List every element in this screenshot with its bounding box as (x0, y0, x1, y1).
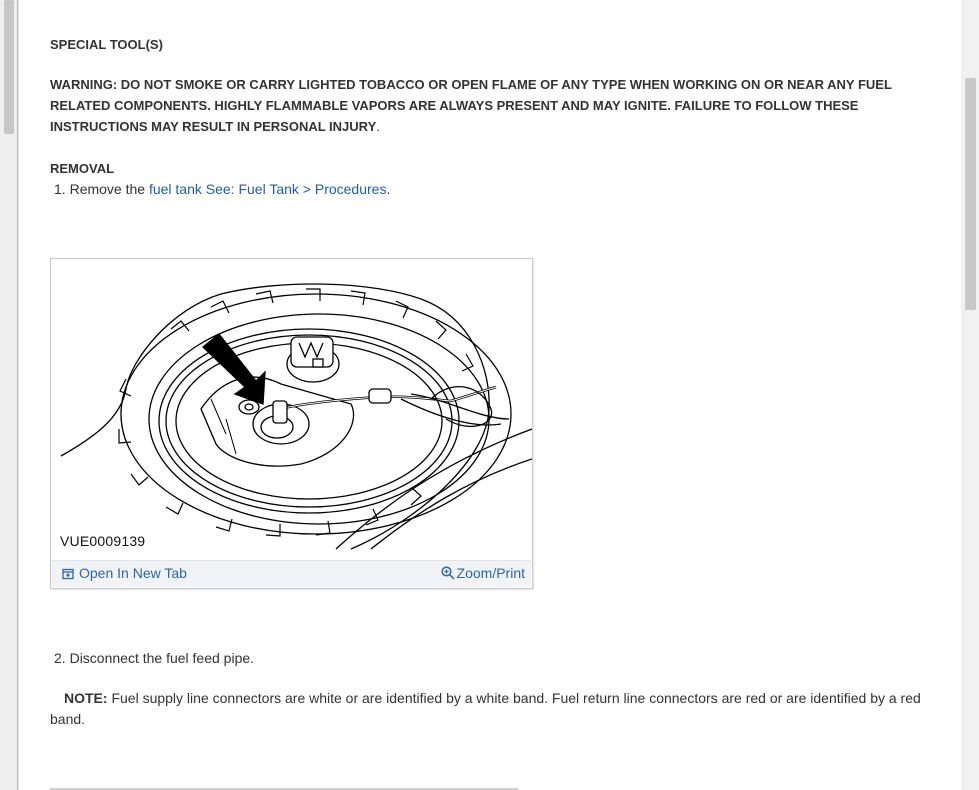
fuel-pump-diagram (51, 259, 532, 559)
step-1-number: 1. (54, 181, 66, 197)
note-text: Fuel supply line connectors are white or are identified by a white band. Fuel return line connectors are red or are identified by a red band. (50, 690, 921, 727)
special-tools-heading: SPECIAL TOOL(S) (50, 37, 163, 52)
figure-toolbar (52, 560, 531, 587)
step-1-period: . (386, 181, 391, 197)
left-scrollbar[interactable] (0, 0, 18, 790)
step-1-text: Remove the (69, 181, 149, 197)
document-page (19, 0, 961, 790)
step-1 (54, 179, 390, 200)
warning-paragraph (50, 74, 948, 137)
figure-fuel-pump-module (50, 258, 533, 589)
right-scrollbar[interactable] (961, 0, 979, 790)
warning-text: WARNING: DO NOT SMOKE OR CARRY LIGHTED TOBACCO OR OPEN FLAME OF ANY TYPE WHEN WORKING ON OR NEAR ANY FUEL RELATED COMPONENTS. HIGHLY FLAMMABLE VAPORS ARE ALWAYS PRESENT AND MAY IGNITE. FAILURE TO FOLLOW THESE INSTRUCTIONS MAY RESULT IN PERSONAL INJURY (50, 77, 892, 134)
left-scrollbar-thumb[interactable] (4, 0, 14, 134)
figure-code: VUE0009139 (60, 533, 146, 549)
note-label: NOTE: (64, 690, 108, 706)
step-2-text: Disconnect the fuel feed pipe. (69, 650, 255, 666)
step-2-number: 2. (54, 650, 66, 666)
warning-period: . (376, 119, 380, 134)
open-in-new-tab-icon (62, 567, 74, 583)
open-in-new-tab-link[interactable] (62, 565, 187, 583)
removal-heading: REMOVAL (50, 161, 115, 176)
zoom-print-label: Zoom/Print (456, 565, 525, 581)
fuel-tank-procedure-link[interactable]: fuel tank See: Fuel Tank > Procedures (148, 181, 387, 197)
open-in-new-tab-label: Open In New Tab (79, 565, 187, 581)
magnifier-zoom-icon (441, 566, 455, 583)
note-paragraph (50, 688, 940, 730)
right-scrollbar-thumb[interactable] (965, 78, 976, 310)
step-2 (54, 648, 254, 669)
zoom-print-link[interactable] (441, 565, 525, 583)
